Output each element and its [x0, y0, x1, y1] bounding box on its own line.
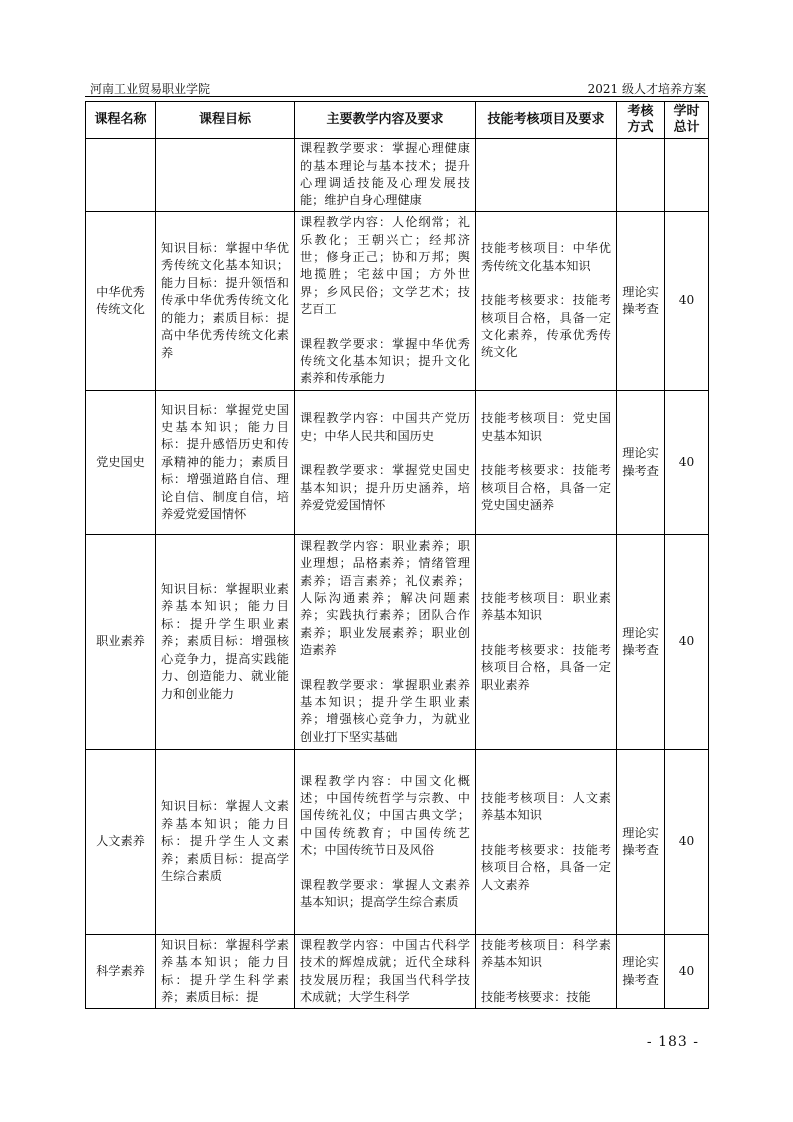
skill-items: 技能考核项目：职业素养基本知识: [481, 590, 611, 623]
skill-requirements: 技能考核要求：技能考核项目合格，具备一定人文素养: [481, 842, 611, 892]
objective-cell: 知识目标：掌握党史国史基本知识；能力目标：提升感悟历史和传承精神的能力；素质目标：增强道路自信、理论自信、制度自信，培养爱党爱国情怀: [156, 391, 295, 535]
method-cell: [617, 139, 665, 212]
skill-requirements: 技能考核要求：技能考核项目合格，具备一定党史国史涵养: [481, 463, 611, 513]
table-row: [86, 391, 709, 535]
content-cell: [295, 391, 476, 535]
objective-cell: 知识目标：掌握人文素养基本知识；能力目标：提升学生人文素养；素质目标：提高学生综合素质: [156, 750, 295, 935]
content-topics: 课程教学内容：职业素养；职业理想；品格素养；情绪管理素养；语言素养；礼仪素养；人际沟通素养；解决问题素养；实践执行素养；团队合作素养；职业发展素养；职业创造素养: [300, 538, 470, 658]
content-requirements: 课程教学要求：掌握职业素养基本知识；提升学生职业素养；增强核心竞争力，为就业创业打下坚实基础: [300, 677, 470, 744]
content-requirements: 课程教学要求：掌握心理健康的基本理论与基本技术；提升心理调适技能及心理发展技能；维护自身心理健康: [300, 141, 470, 208]
table-header-row: [86, 102, 709, 139]
header-institution: 河南工业贸易职业学院: [90, 82, 211, 96]
content-topics: 课程教学内容：中国文化概述；中国传统哲学与宗教、中国传统礼仪；中国古典文学；中国传统教育；中国传统艺术；中国传统节日及风俗: [300, 773, 470, 858]
page-number: - 183 -: [646, 1034, 699, 1050]
content-cell: [295, 212, 476, 391]
skill-requirements: 技能考核要求：技能: [481, 989, 591, 1004]
course-name-cell: 科学素养: [86, 935, 156, 1009]
skill-cell: [476, 535, 617, 750]
col-header-skill: 技能考核项目及要求: [476, 102, 617, 139]
course-name-cell: [86, 139, 156, 212]
table-row: [86, 935, 709, 1009]
header-rule: [85, 96, 708, 97]
method-cell: 理论实操考查: [617, 750, 665, 935]
objective-cell: 知识目标：掌握中华优秀传统文化基本知识；能力目标：提升领悟和传承中华优秀传统文化的能力；素质目标：提高中华优秀传统文化素养: [156, 212, 295, 391]
content-cell: [295, 750, 476, 935]
course-table: [85, 101, 709, 1009]
hours-cell: 40: [665, 535, 709, 750]
objective-cell: 知识目标：掌握科学素养基本知识；能力目标：提升学生科学素养；素质目标：提: [156, 935, 295, 1009]
content-topics: 课程教学内容：人伦纲常；礼乐教化；王朝兴亡；经邦济世；修身正己；协和万邦；舆地揽胜；宅兹中国；方外世界；乡风民俗；文学艺术；技艺百工: [300, 215, 470, 317]
table-row: [86, 212, 709, 391]
method-cell: 理论实操考查: [617, 391, 665, 535]
content-requirements: 课程教学要求：掌握党史国史基本知识；提升历史涵养，培养爱党爱国情怀: [300, 463, 470, 513]
objective-cell: [156, 139, 295, 212]
hours-cell: [665, 139, 709, 212]
skill-requirements: 技能考核要求：技能考核项目合格，具备一定职业素养: [481, 642, 611, 692]
course-name-cell: 职业素养: [86, 535, 156, 750]
method-cell: 理论实操考查: [617, 535, 665, 750]
course-name-cell: 党史国史: [86, 391, 156, 535]
content-cell: [295, 535, 476, 750]
skill-cell: [476, 139, 617, 212]
hours-cell: 40: [665, 935, 709, 1009]
skill-cell: [476, 391, 617, 535]
col-header-content: 主要教学内容及要求: [295, 102, 476, 139]
skill-items: 技能考核项目：中华优秀传统文化基本知识: [481, 241, 611, 273]
table-row: [86, 139, 709, 212]
content-cell: [295, 139, 476, 212]
skill-cell: [476, 212, 617, 391]
hours-cell: 40: [665, 750, 709, 935]
skill-cell: [476, 750, 617, 935]
skill-cell: [476, 935, 617, 1009]
content-topics: 课程教学内容：中国古代科学技术的辉煌成就；近代全球科技发展历程；我国当代科学技术成就；大学生科学: [300, 937, 470, 1004]
content-topics: 课程教学内容：中国共产党历史；中华人民共和国历史: [300, 411, 470, 443]
col-header-hours: 学时总计: [665, 102, 709, 139]
header-document-title: 2021 级人才培养方案: [587, 82, 706, 96]
col-header-name: 课程名称: [86, 102, 156, 139]
course-name-cell: 人文素养: [86, 750, 156, 935]
table-row: [86, 535, 709, 750]
skill-items: 技能考核项目：科学素养基本知识: [481, 937, 611, 970]
skill-items: 技能考核项目：人文素养基本知识: [481, 790, 611, 823]
col-header-method: 考核方式: [617, 102, 665, 139]
table-row: [86, 750, 709, 935]
objective-cell: 知识目标：掌握职业素养基本知识；能力目标：提升学生职业素养；素质目标：增强核心竞争力，提高实践能力、创造能力、就业能力和创业能力: [156, 535, 295, 750]
skill-requirements: 技能考核要求：技能考核项目合格，具备一定文化素养，传承优秀传统文化: [481, 293, 611, 360]
hours-cell: 40: [665, 391, 709, 535]
content-requirements: 课程教学要求：掌握人文素养基本知识；提高学生综合素质: [300, 877, 470, 910]
content-requirements: 课程教学要求：掌握中华优秀传统文化基本知识；提升文化素养和传承能力: [300, 336, 470, 386]
content-cell: [295, 935, 476, 1009]
method-cell: 理论实操考查: [617, 212, 665, 391]
course-name-cell: 中华优秀传统文化: [86, 212, 156, 391]
hours-cell: 40: [665, 212, 709, 391]
method-cell: 理论实操考查: [617, 935, 665, 1009]
skill-items: 技能考核项目：党史国史基本知识: [481, 411, 611, 443]
col-header-objective: 课程目标: [156, 102, 295, 139]
